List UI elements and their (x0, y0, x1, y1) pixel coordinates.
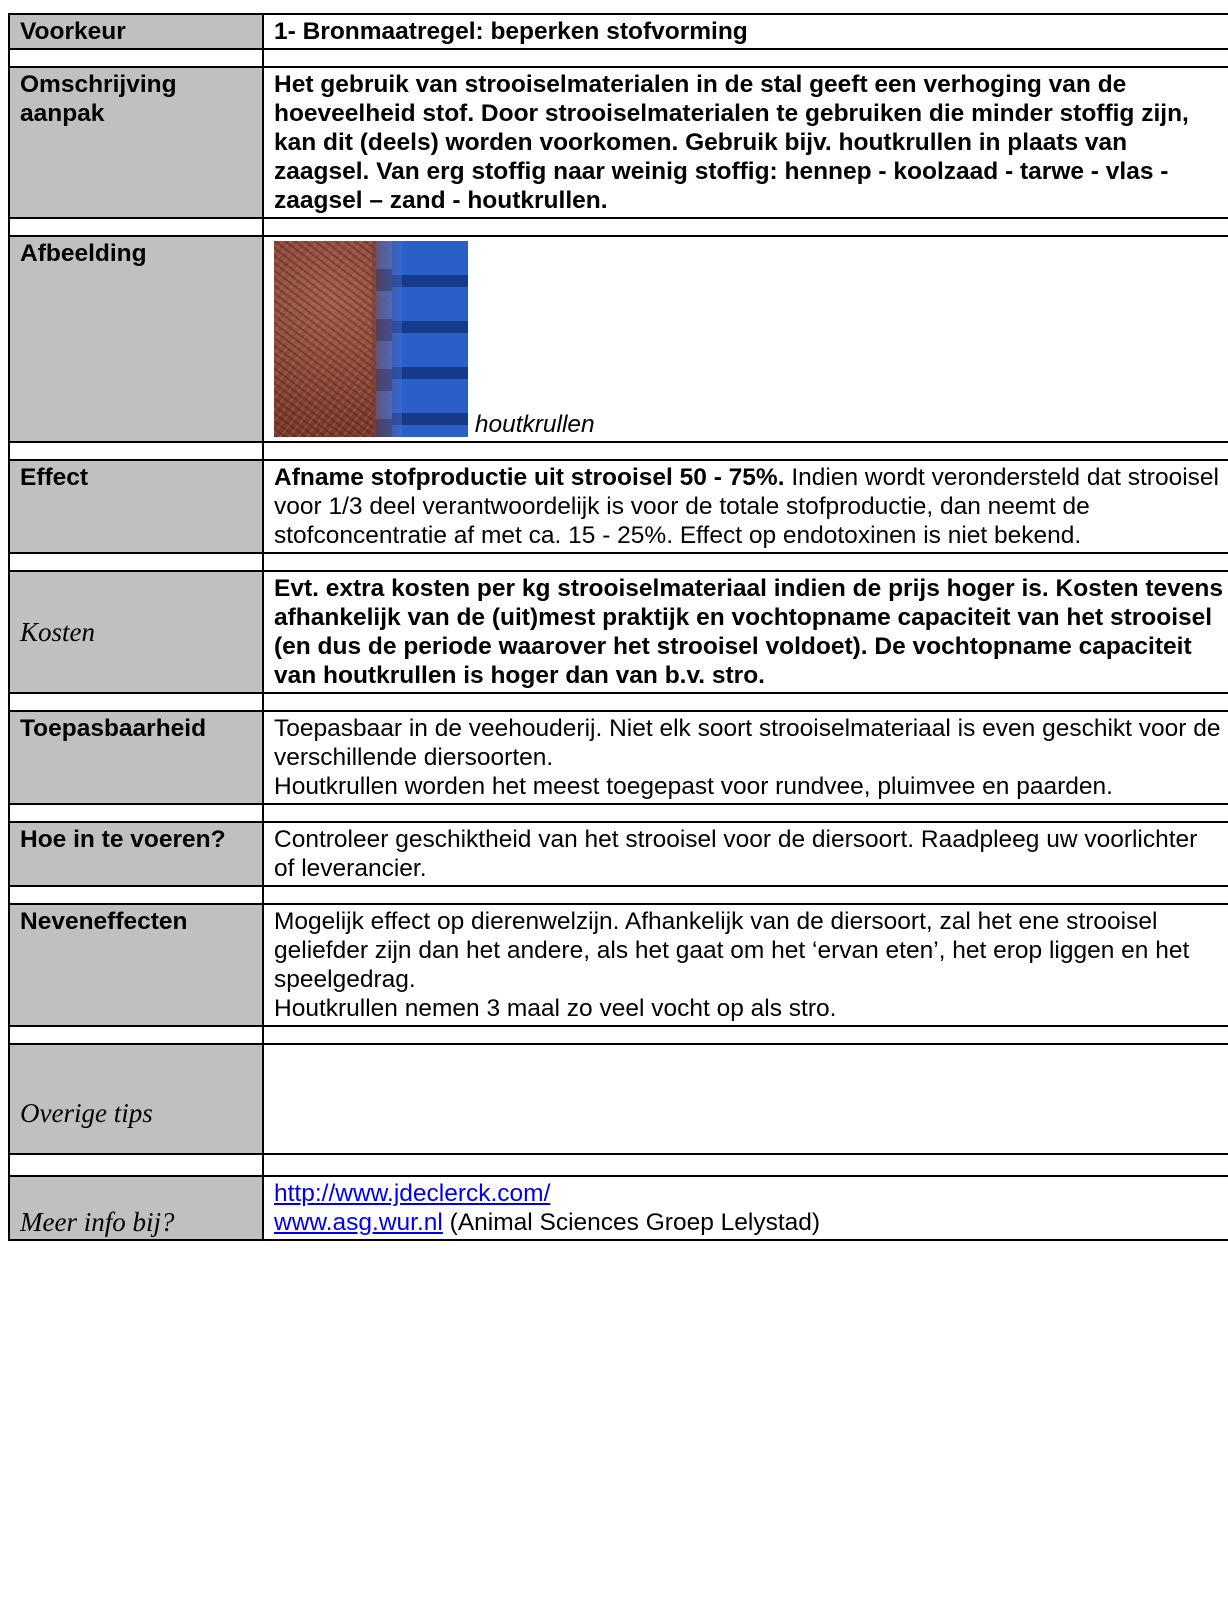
measure-sheet-table (8, 13, 1228, 1241)
row-neveneffecten (9, 904, 1228, 1026)
row-afbeelding (9, 236, 1228, 442)
link-jdeclerck[interactable]: http://www.jdeclerck.com/ (274, 1180, 551, 1207)
link-asg-wur[interactable]: www.asg.wur.nl (274, 1209, 443, 1236)
label-effect: Effect (9, 460, 263, 553)
value-meerinfo (263, 1176, 1228, 1240)
row-meerinfo (9, 1176, 1228, 1240)
spacer-row (9, 1154, 1228, 1176)
label-kosten: Kosten (9, 571, 263, 693)
wood-shavings-photo (274, 241, 468, 437)
value-omschrijving: Het gebruik van strooiselmaterialen in de stal geeft een verhoging van de hoeveelheid stof. Door strooiselmaterialen te gebruiken die minder stoffig zijn, kan dit (deels) worden voorkomen. Gebruik bijv. houtkrullen in plaats van zaagsel. Van erg stoffig naar weinig stoffig: hennep - koolzaad - tarwe - vlas - zaagsel – zand - houtkrullen. (263, 67, 1228, 218)
label-tips: Overige tips (9, 1044, 263, 1154)
value-neveneffecten (263, 904, 1228, 1026)
label-invoeren: Hoe in te voeren? (9, 822, 263, 886)
row-kosten (9, 571, 1228, 693)
effect-highlight: Afname stofproductie uit strooisel 50 - 75%. (274, 464, 785, 491)
row-omschrijving (9, 67, 1228, 218)
neveneffecten-line-2: Houtkrullen nemen 3 maal zo veel vocht op als stro. (274, 995, 837, 1022)
value-toepasbaarheid (263, 711, 1228, 804)
label-omschrijving: Omschrijving aanpak (9, 67, 263, 218)
value-tips (263, 1044, 1228, 1154)
spacer-row (9, 693, 1228, 711)
spacer-row (9, 218, 1228, 236)
value-invoeren: Controleer geschiktheid van het strooisel voor de diersoort. Raadpleeg uw voorlichter of leverancier. (263, 822, 1228, 886)
label-meerinfo: Meer info bij? (9, 1176, 263, 1240)
neveneffecten-line-1: Mogelijk effect op dierenwelzijn. Afhankelijk van de diersoort, zal het ene strooisel geliefder zijn dan het andere, als het gaat om het ‘ervan eten’, het erop liggen en het speelgedrag. (274, 908, 1190, 993)
row-tips (9, 1044, 1228, 1154)
row-effect (9, 460, 1228, 553)
spacer-row (9, 442, 1228, 460)
value-kosten: Evt. extra kosten per kg strooiselmateriaal indien de prijs hoger is. Kosten tevens afhankelijk van de (uit)mest praktijk en vochtopname capaciteit van het strooisel (en dus de periode waarover het strooisel voldoet). De vochtopname capaciteit van houtkrullen is hoger dan van b.v. stro. (263, 571, 1228, 693)
spacer-row (9, 553, 1228, 571)
spacer-row (9, 886, 1228, 904)
spacer-row (9, 49, 1228, 67)
effect-text: Indien wordt verondersteld dat strooisel voor 1/3 deel verantwoordelijk is voor de totale stofproductie, dan neemt de stofconcentratie af met ca. 15 - 25%. Effect op endotoxinen is niet bekend. (274, 464, 1219, 549)
label-toepasbaarheid: Toepasbaarheid (9, 711, 263, 804)
row-toepasbaarheid (9, 711, 1228, 804)
label-afbeelding: Afbeelding (9, 236, 263, 442)
row-invoeren (9, 822, 1228, 886)
row-voorkeur (9, 14, 1228, 49)
label-neveneffecten: Neveneffecten (9, 904, 263, 1026)
spacer-row (9, 804, 1228, 822)
value-effect (263, 460, 1228, 553)
photo-caption: houtkrullen (474, 411, 595, 438)
value-voorkeur: 1- Bronmaatregel: beperken stofvorming (263, 14, 1228, 49)
value-afbeelding (263, 236, 1228, 442)
spacer-row (9, 1026, 1228, 1044)
toepasbaarheid-line-1: Toepasbaar in de veehouderij. Niet elk soort strooiselmateriaal is even geschikt voor de verschillende diersoorten. (274, 715, 1221, 771)
label-voorkeur: Voorkeur (9, 14, 263, 49)
toepasbaarheid-line-2: Houtkrullen worden het meest toegepast voor rundvee, pluimvee en paarden. (274, 773, 1113, 800)
asg-note: (Animal Sciences Groep Lelystad) (442, 1209, 821, 1236)
